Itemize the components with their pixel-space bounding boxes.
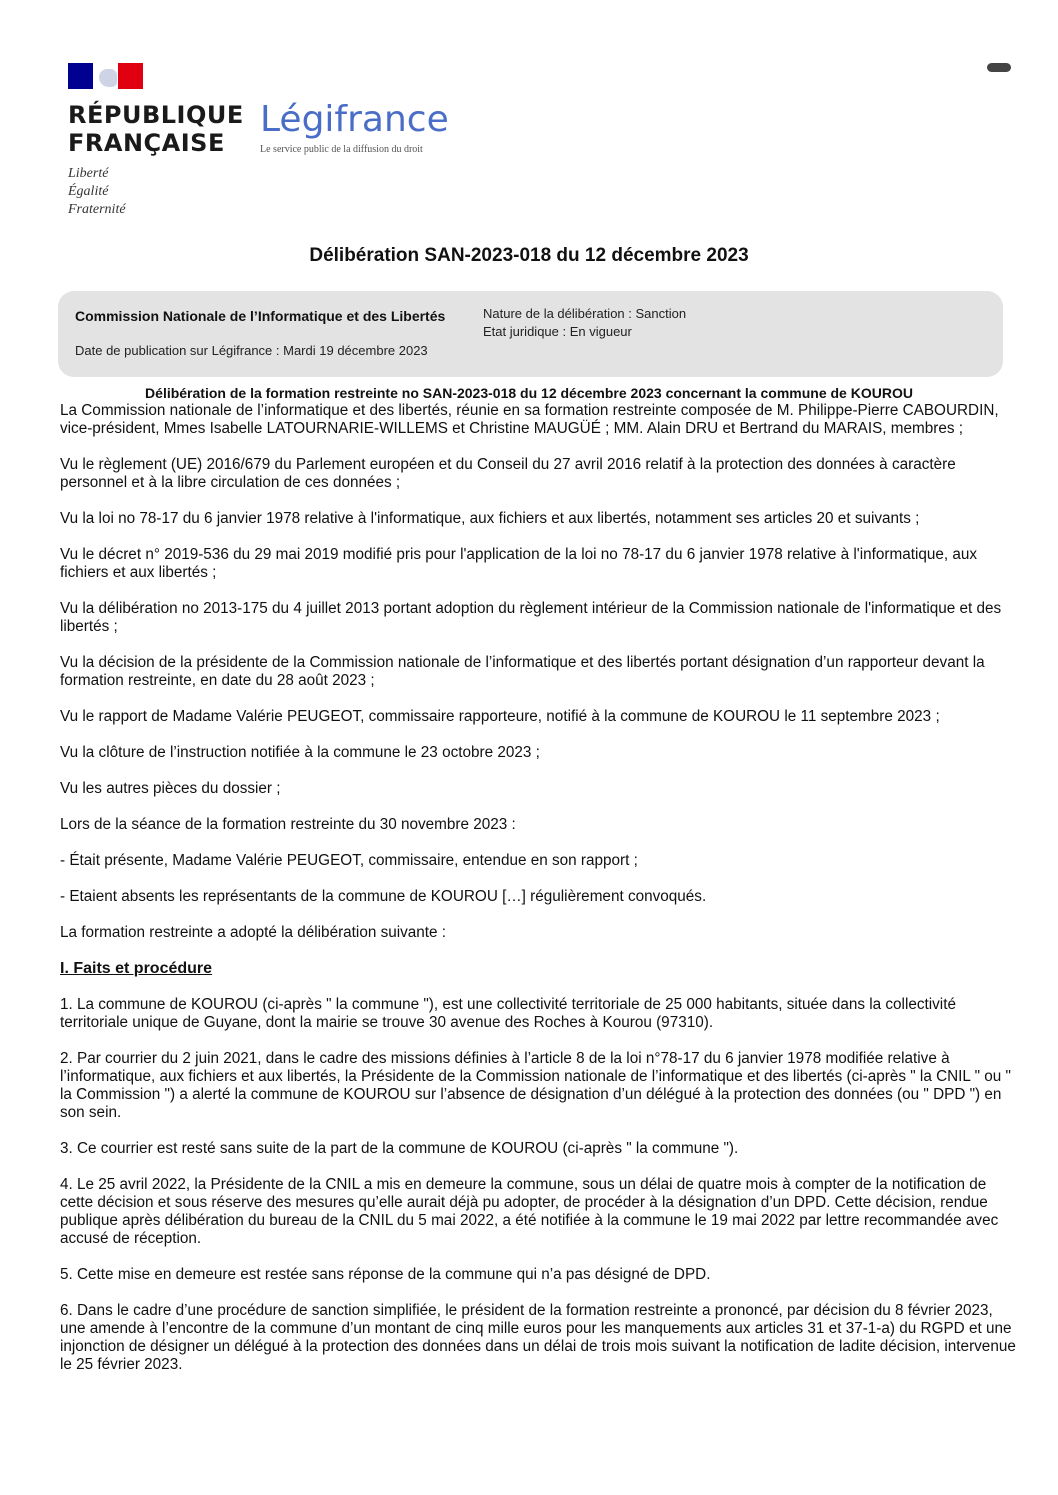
republique-name [68,101,244,157]
menu-toggle-icon[interactable] [987,63,1011,72]
paragraph: Vu la loi no 78-17 du 6 janvier 1978 relative à l'informatique, aux fichiers et aux libertés, notamment ses articles 20 et suivants ; [60,510,920,527]
paragraph: - Etaient absents les représentants de la commune de KOUROU […] régulièrement convoqués. [60,888,707,905]
paragraph: 3. Ce courrier est resté sans suite de la part de la commune de KOUROU (ci-après " la commune "). [60,1140,739,1157]
paragraph: 1. La commune de KOUROU (ci-après " la commune "), est une collectivité territoriale de 25 000 habitants, située dans la collectivité territoriale unique de Guyane, dont la mairie se trouve 30 avenue des Roches à Kourou (97310). [60,996,956,1031]
paragraph: Vu la délibération no 2013-175 du 4 juillet 2013 portant adoption du règlement intérieur de la Commission nationale de l'informatique et des libertés ; [60,600,1002,635]
paragraph: 2. Par courrier du 2 juin 2021, dans le cadre des missions définies à l’article 8 de la loi n°78-17 du 6 janvier 1978 modifiée relative à l’informatique, aux fichiers et aux libertés, la Présidente de la Commission nationale de l’informatique et des libertés (ci-après " la CNIL " ou " la Commission ") a alerté la commune de KOUROU sur l’absence de désignation d’un délégué à la protection des données (ou " DPD ") en son sein. [60,1050,1011,1121]
republique-francaise-logo [68,63,244,219]
deliberation-subtitle: Délibération de la formation restreinte no SAN-2023-018 du 12 décembre 2023 concernant la commune de KOUROU [145,385,913,401]
paragraph: 6. Dans le cadre d’une procédure de sanction simplifiée, le président de la formation restreinte a prononcé, par décision du 8 février 2023, une amende à l’encontre de la commune d’un montant de cinq mille euros pour les manquements aux articles 31 et 37-1-a) du RGPD et une injonction de désigner un délégué à la protection des données dans un délai de trois mois suivant la notification de ladite décision, intervenue le 25 février 2023. [60,1302,1016,1373]
motto [68,165,244,219]
publication-date: Date de publication sur Légifrance : Mardi 19 décembre 2023 [75,343,428,358]
paragraph: Vu les autres pièces du dossier ; [60,780,281,797]
deliberation-nature: Nature de la délibération : Sanction [483,306,687,321]
legifrance-title: Légifrance [260,99,449,140]
motto-egalite: Égalité [68,184,109,199]
commission-name: Commission Nationale de l’Informatique et des Libertés [75,308,446,324]
paragraph: 4. Le 25 avril 2022, la Présidente de la CNIL a mis en demeure la commune, sous un délai de quatre mois à compter de la notification de cette décision et sous réserve des mesures qu’elle aurait déjà pu adopter, de procéder à la désignation d’un DPD. Cette décision, rendue publique après délibération du bureau de la CNIL du 5 mai 2022, a été notifiée à la commune le 19 mai 2022 par lettre recommandée avec accusé de réception. [60,1176,999,1247]
paragraph: Vu le règlement (UE) 2016/679 du Parlement européen et du Conseil du 27 avril 2016 relatif à la protection des données à caractère personnel et à la libre circulation de ces données ; [60,456,956,491]
republique-line2: FRANÇAISE [68,129,225,157]
legal-status: Etat juridique : En vigueur [483,324,632,339]
document-title: Délibération SAN-2023-018 du 12 décembre 2023 [309,245,749,266]
republique-line1: RÉPUBLIQUE [68,101,244,129]
marianne-flag-icon [68,63,143,89]
paragraph: La Commission nationale de l’informatique et des libertés, réunie en sa formation restreinte composée de M. Philippe-Pierre CABOURDIN, vice-président, Mmes Isabelle LATOURNARIE-WILLEMS et Christine MAUGÜÉ ; MM. Alain DRU et Bertrand du MARAIS, membres ; [60,402,999,437]
motto-liberte: Liberté [68,166,109,181]
document-body [60,402,1016,1392]
legifrance-subtitle: Le service public de la diffusion du droit [260,144,423,155]
paragraph: Vu la décision de la présidente de la Commission nationale de l’informatique et des libertés portant désignation d’un rapporteur devant la formation restreinte, en date du 28 août 2023 ; [60,654,985,689]
paragraph: La formation restreinte a adopté la délibération suivante : [60,924,447,941]
paragraph: Vu le rapport de Madame Valérie PEUGEOT, commissaire rapporteure, notifié à la commune de KOUROU le 11 septembre 2023 ; [60,708,940,725]
paragraph: - Était présente, Madame Valérie PEUGEOT, commissaire, entendue en son rapport ; [60,852,638,869]
paragraph: Vu le décret n° 2019-536 du 29 mai 2019 modifié pris pour l'application de la loi no 78-17 du 6 janvier 1978 relative à l'informatique, aux fichiers et aux libertés ; [60,546,978,581]
paragraph: 5. Cette mise en demeure est restée sans réponse de la commune qui n’a pas désigné de DPD. [60,1266,711,1283]
section-heading: I. Faits et procédure [60,960,213,977]
paragraph: Vu la clôture de l’instruction notifiée à la commune le 23 octobre 2023 ; [60,744,540,761]
motto-fraternite: Fraternité [68,202,126,217]
paragraph: Lors de la séance de la formation restreinte du 30 novembre 2023 : [60,816,516,833]
legifrance-logo[interactable] [260,100,449,155]
document-info-box [58,291,1003,377]
